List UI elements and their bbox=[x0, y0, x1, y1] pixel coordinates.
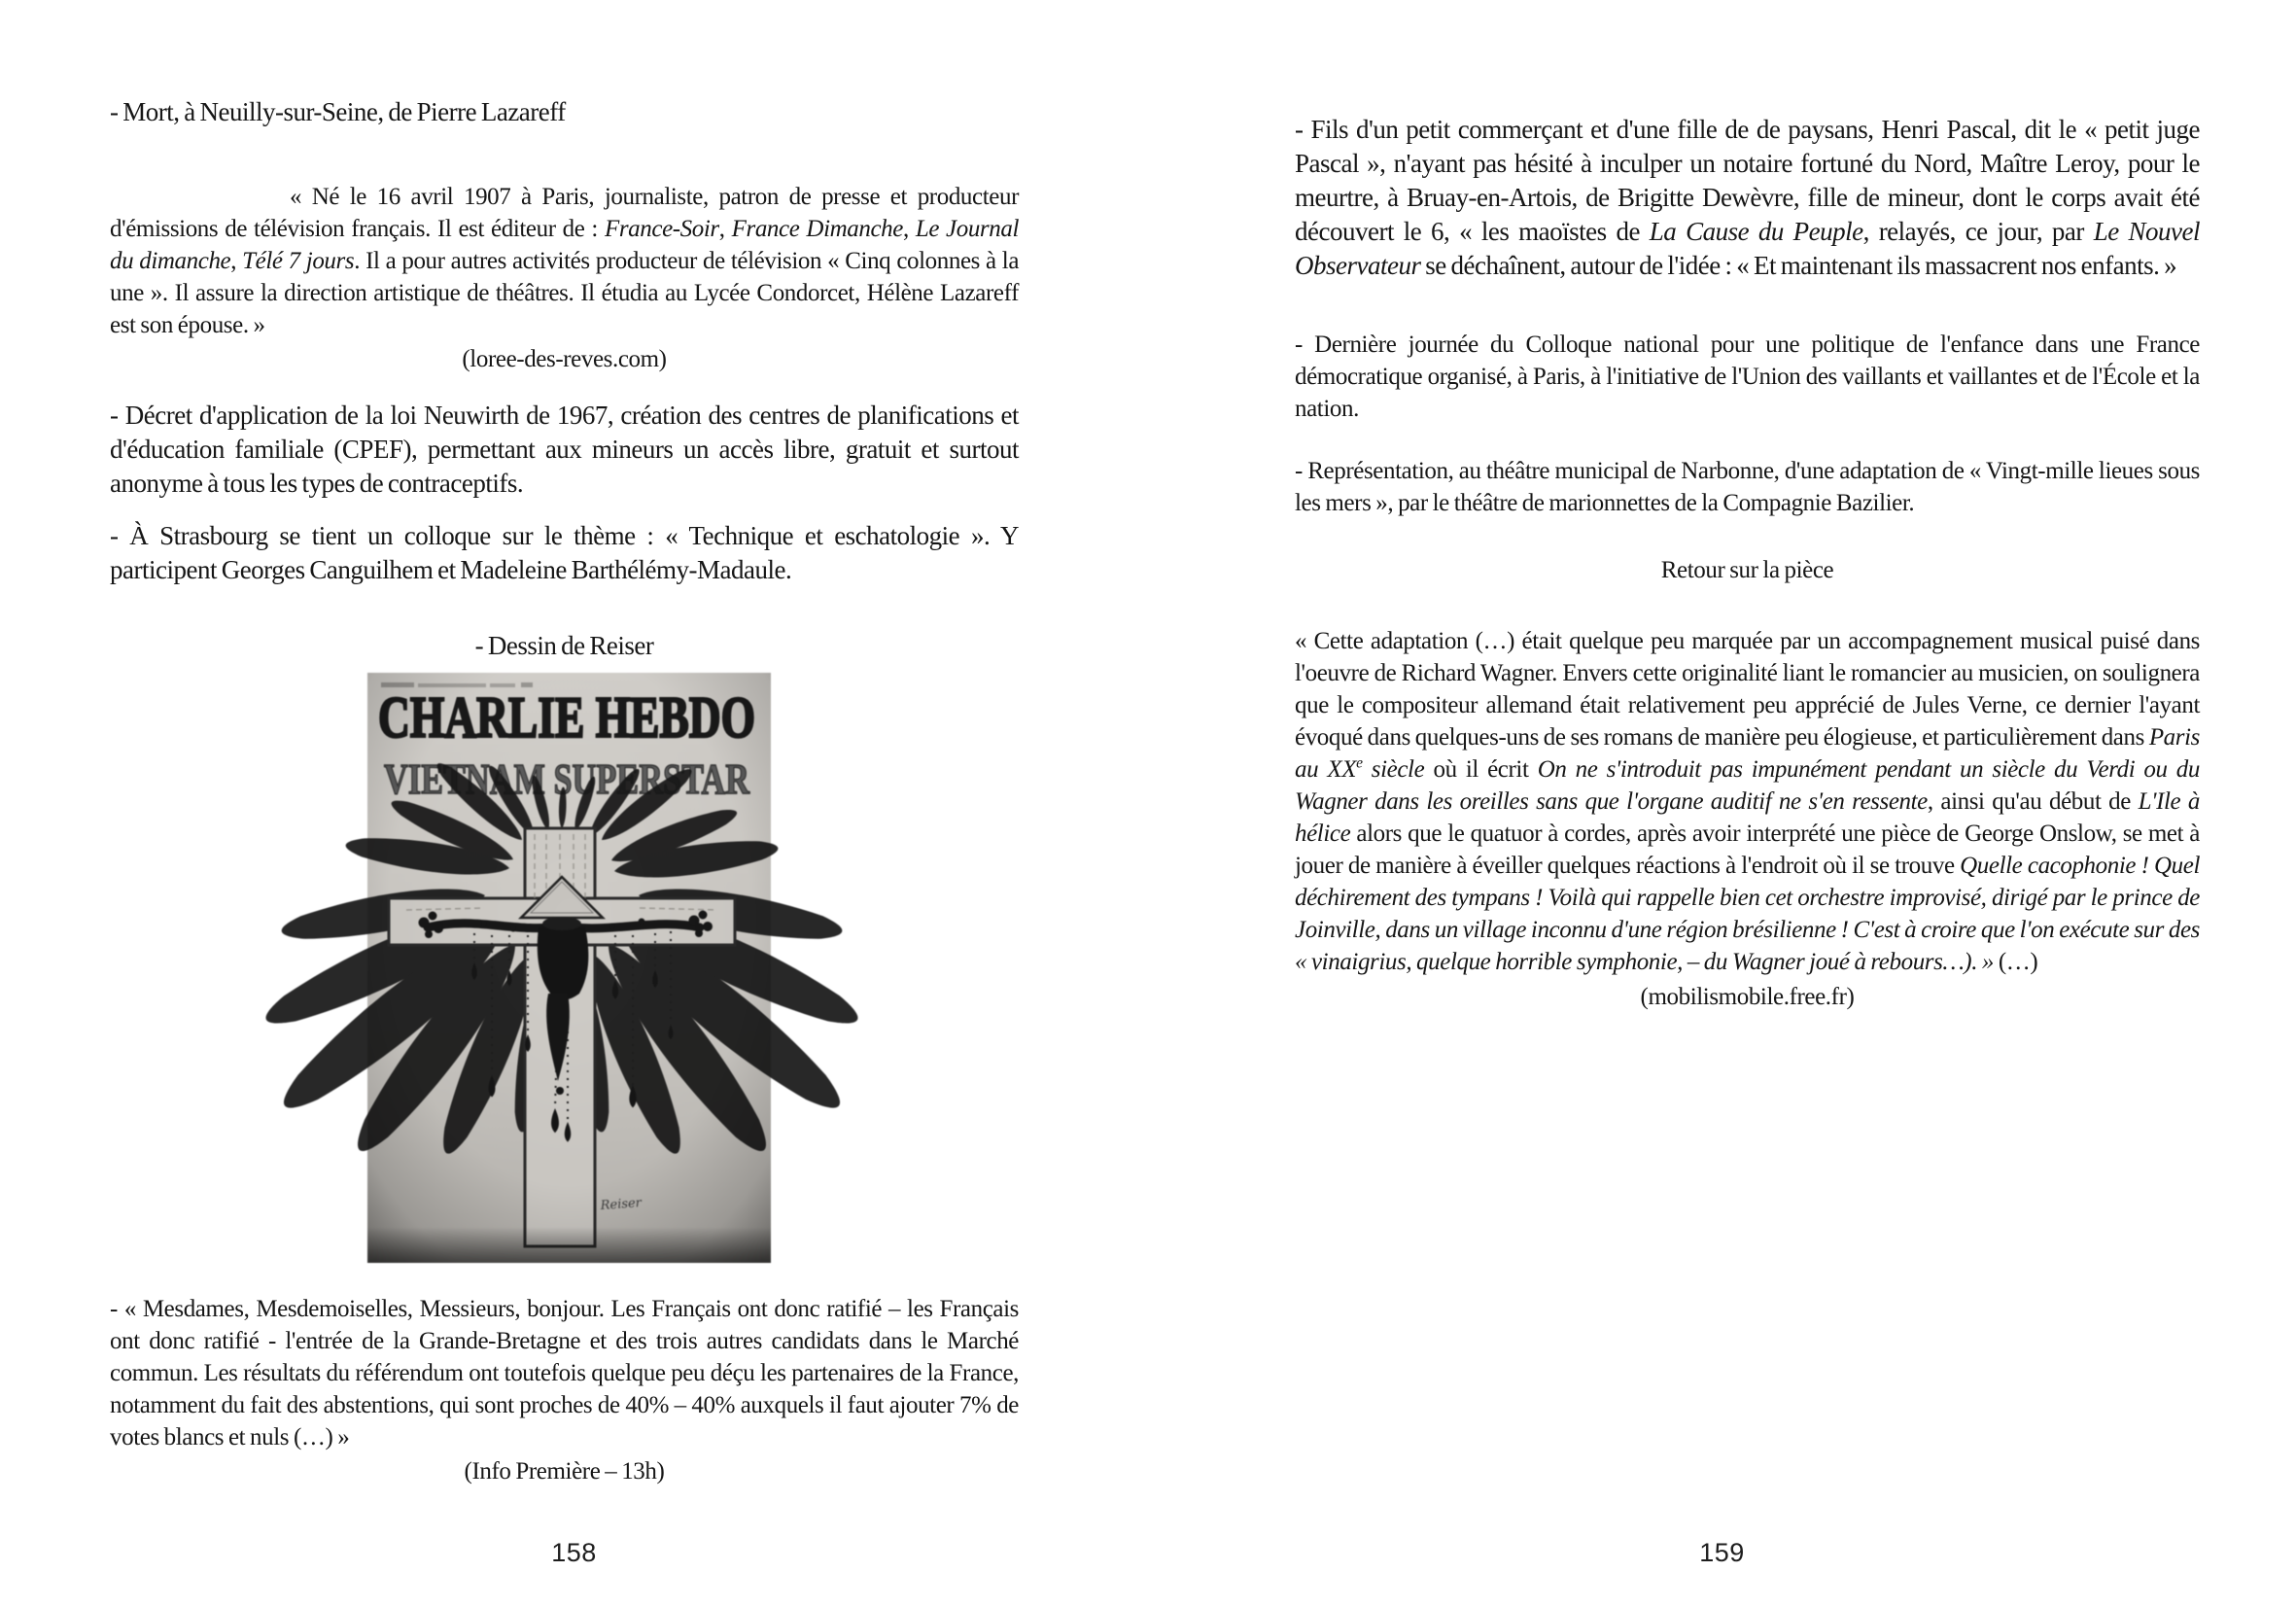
entry-representation-narbonne: - Représentation, au théâtre municipal de Narbonne, d'une adaptation de « Vingt-mille lieues sous les mers », par le théâtre de marionnettes de la Compagnie Bazilier. bbox=[1295, 458, 2200, 516]
charlie-hebdo-cover-art bbox=[367, 673, 771, 1263]
entry-decret-neuwirth: - Décret d'application de la loi Neuwirth de 1967, création des centres de planifications et d'éducation familiale (CPEF), permettant aux mineurs un accès libre, gratuit et surtout anonyme à tous les types de contraceptifs. bbox=[110, 401, 1019, 498]
entry-juge-pascal: - Fils d'un petit commerçant et d'une fille de de paysans, Henri Pascal, dit le « petit juge Pascal », n'ayant pas hésité à inculper un notaire fortuné du Nord, Maître Leroy, pour le meurtre, à Bruay-en-Artois, de Brigitte Dewèvre, fille de mineur, dont le corps avait été découvert le 6, « les maoïstes de La Cause du Peuple, relayés, ce jour, par Le Nouvel Observateur se déchaînent, autour de l'idée : « Et maintenant ils massacrent nos enfants. » bbox=[1295, 115, 2200, 280]
entry-strasbourg-colloque: - À Strasbourg se tient un colloque sur le thème : « Technique et eschatologie ». Y participent Georges Canguilhem et Madeleine Barthélémy-Madaule. bbox=[110, 521, 1019, 584]
lazareff-source: (loree-des-reves.com) bbox=[462, 346, 667, 372]
entry-colloque-enfance: - Dernière journée du Colloque national pour une politique de l'enfance dans une France démocratique organisé, à Paris, à l'initiative de l'Union des vaillants et vaillantes et de l'École et la nation. bbox=[1295, 332, 2200, 422]
retour-sur-la-piece-heading: Retour sur la pièce bbox=[1660, 557, 1834, 583]
photo-vignette bbox=[367, 673, 771, 1263]
entry-mesdames-transcript: - « Mesdames, Mesdemoiselles, Messieurs, bonjour. Les Français ont donc ratifié – les Français ont donc ratifié - l'entrée de la Grande-Bretagne et des trois autres candidats dans le Marché commun. Les résultats du référendum ont toutefois quelque peu déçu les partenaires de la France, notamment du fait des abstentions, qui sont proches de 40% – 40% auxquels il faut ajouter 7% de votes blancs et nuls (…) » bbox=[110, 1296, 1019, 1450]
adaptation-review-source: (mobilismobile.free.fr) bbox=[1640, 984, 1855, 1010]
entry-dessin-de-reiser: - Dessin de Reiser bbox=[474, 631, 654, 660]
charlie-hebdo-cover-photo bbox=[367, 673, 771, 1263]
lazareff-biography-quote: « Né le 16 avril 1907 à Paris, journaliste, patron de presse et producteur d'émissions de télévision français. Il est éditeur de : France-Soir, France Dimanche, Le Journal du dimanche, Télé 7 jours. Il a pour autres activités producteur de télévision « Cinq colonnes à la une ». Il assure la direction artistique de théâtres. Il étudia au Lycée Condorcet, Hélène Lazareff est son épouse. » bbox=[110, 184, 1020, 338]
right-text-column bbox=[1295, 0, 2200, 1013]
page-number-right: 159 bbox=[1699, 1538, 1745, 1567]
mesdames-source: (Info Première – 13h) bbox=[464, 1458, 665, 1485]
entry-mort-lazareff: - Mort, à Neuilly-sur-Seine, de Pierre Lazareff bbox=[110, 97, 566, 126]
left-text-column bbox=[110, 0, 1019, 1487]
adaptation-review-quote: « Cette adaptation (…) était quelque peu marquée par un accompagnement musical puisé dans l'oeuvre de Richard Wagner. Envers cette originalité liant le romancier au musicien, on soulignera que le compositeur allemand était relativement peu apprécié de Jules Verne, ce dernier l'ayant évoqué dans quelques-uns de ses romans de manière peu élogieuse, et particulièrement dans Paris au XXe siècle où il écrit On ne s'introduit pas impunément pendant un siècle du Verdi ou du Wagner dans les oreilles sans que l'organe auditif ne s'en ressente, ainsi qu'au début de L'Ile à hélice alors que le quatuor à cordes, après avoir interprété une pièce de George Onslow, se met à jouer de manière à éveiller quelques réactions à l'endroit où il se trouve Quelle cacophonie ! Quel déchirement des tympans ! Voilà qui rappelle bien cet orchestre improvisé, dirigé par le prince de Joinville, dans un village inconnu d'une région brésilienne ! C'est à croire que l'on exécute sur des « vinaigrius, quelque horrible symphonie, – du Wagner joué à rebours…). » (…) bbox=[1295, 628, 2201, 975]
page-number-left: 158 bbox=[551, 1538, 597, 1567]
